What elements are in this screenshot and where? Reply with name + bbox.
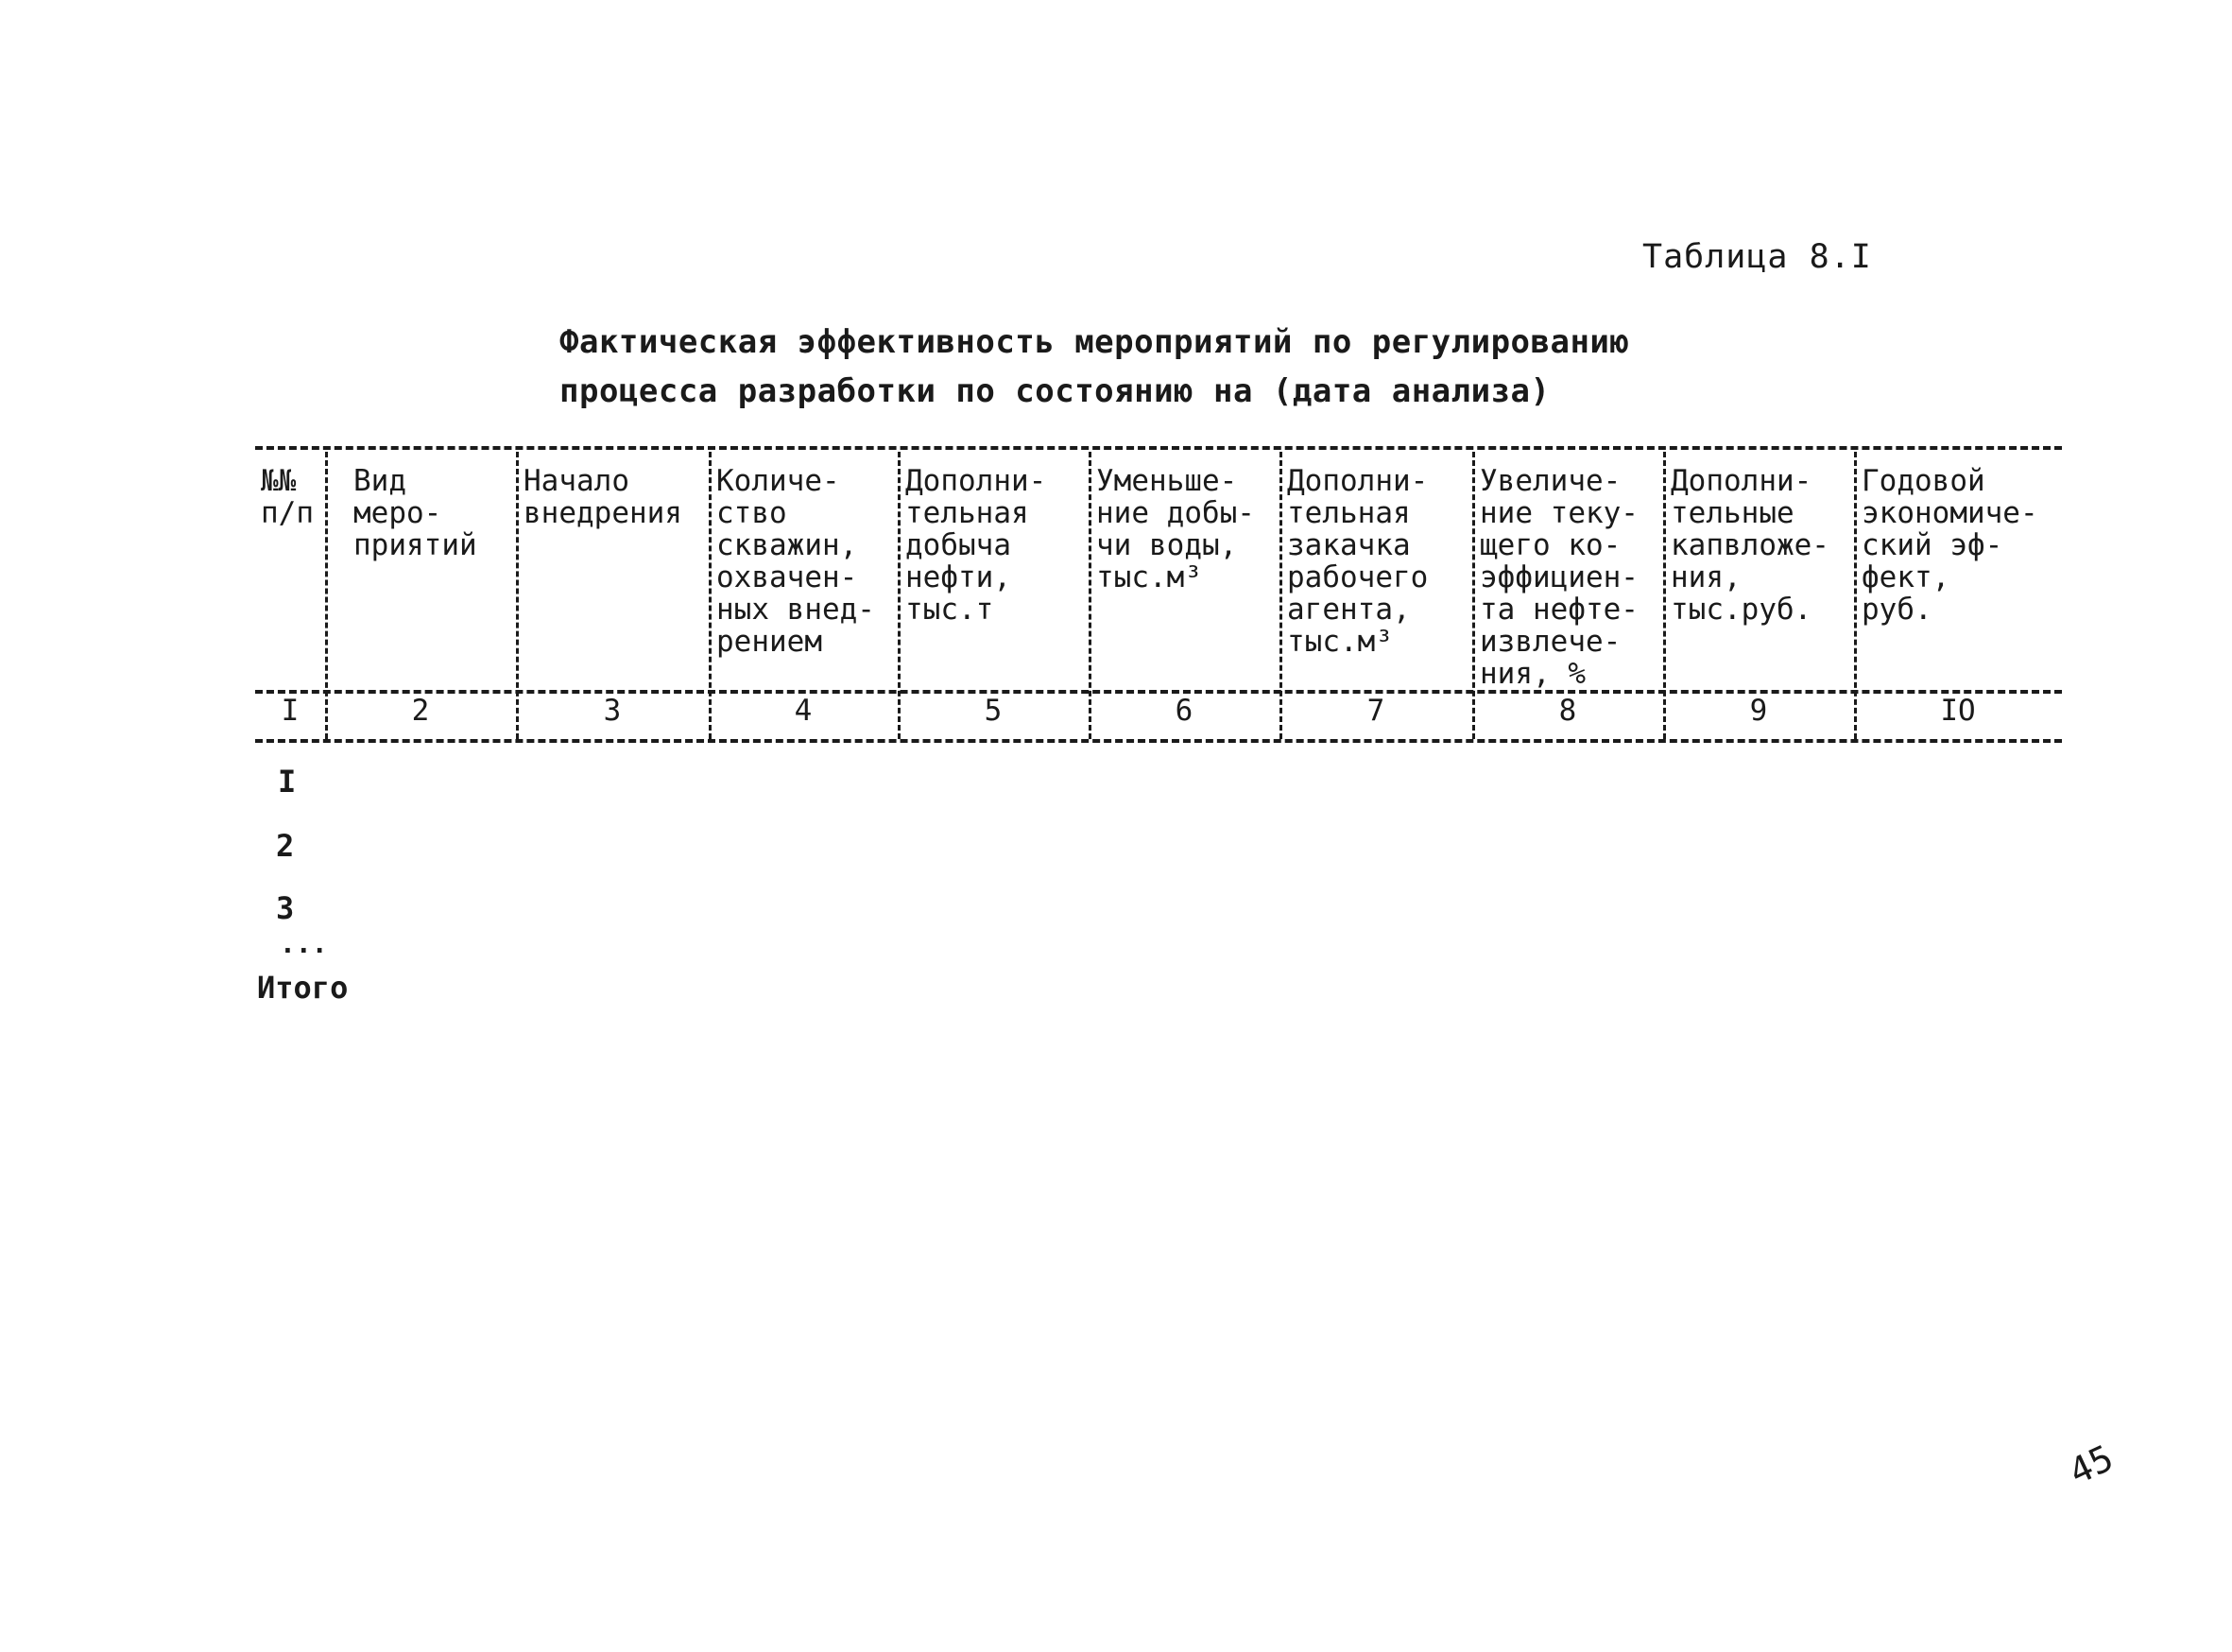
header-cell: Вид меро- приятий <box>353 464 477 562</box>
column-number: 8 <box>1558 694 1577 728</box>
column-number: 3 <box>603 694 622 728</box>
row-number: I <box>278 764 297 800</box>
column-number: I <box>281 694 300 728</box>
column-number: 5 <box>984 694 1003 728</box>
column-number: 6 <box>1175 694 1193 728</box>
page-margin-mark: 45 <box>2062 1437 2120 1493</box>
header-cell: Увеличе- ние теку- щего ко- эффициен- та нефте- извлече- ния, % <box>1480 464 1639 691</box>
header-cell: Дополни- тельная закачка рабочего агента, тыс.м³ <box>1287 464 1429 659</box>
title-line: процесса разработки по состоянию на (дата анализа) <box>559 372 1551 410</box>
column-number: 7 <box>1366 694 1385 728</box>
header-cell: Количе- ство скважин, охвачен- ных внед- рением <box>716 464 875 659</box>
row-ellipsis: ... <box>280 928 328 959</box>
bottom-rule <box>255 739 2062 743</box>
row-number: 2 <box>276 828 295 864</box>
column-number: 2 <box>411 694 430 728</box>
header-cell: Дополни- тельные капвложе- ния, тыс.руб. <box>1671 464 1829 627</box>
header-table <box>255 446 2062 745</box>
table-title <box>559 318 1629 416</box>
top-rule <box>255 446 2062 450</box>
header-cell: Дополни- тельная добыча нефти, тыс.т <box>905 464 1047 627</box>
header-cell: Годовой экономиче- ский эф- фект, руб. <box>1862 464 2038 627</box>
column-number: 4 <box>794 694 813 728</box>
total-row-label: Итого <box>257 970 349 1006</box>
table-number: Таблица 8.I <box>1642 238 1872 276</box>
column-number: 9 <box>1749 694 1768 728</box>
header-cell: №№ п/п <box>261 464 314 530</box>
column-number: IO <box>1940 694 1976 728</box>
header-cell: Начало внедрения <box>524 464 682 530</box>
title-line: Фактическая эффективность мероприятий по регулированию <box>559 323 1630 361</box>
header-cell: Уменьше- ние добы- чи воды, тыс.м³ <box>1096 464 1255 594</box>
row-number: 3 <box>276 890 295 926</box>
